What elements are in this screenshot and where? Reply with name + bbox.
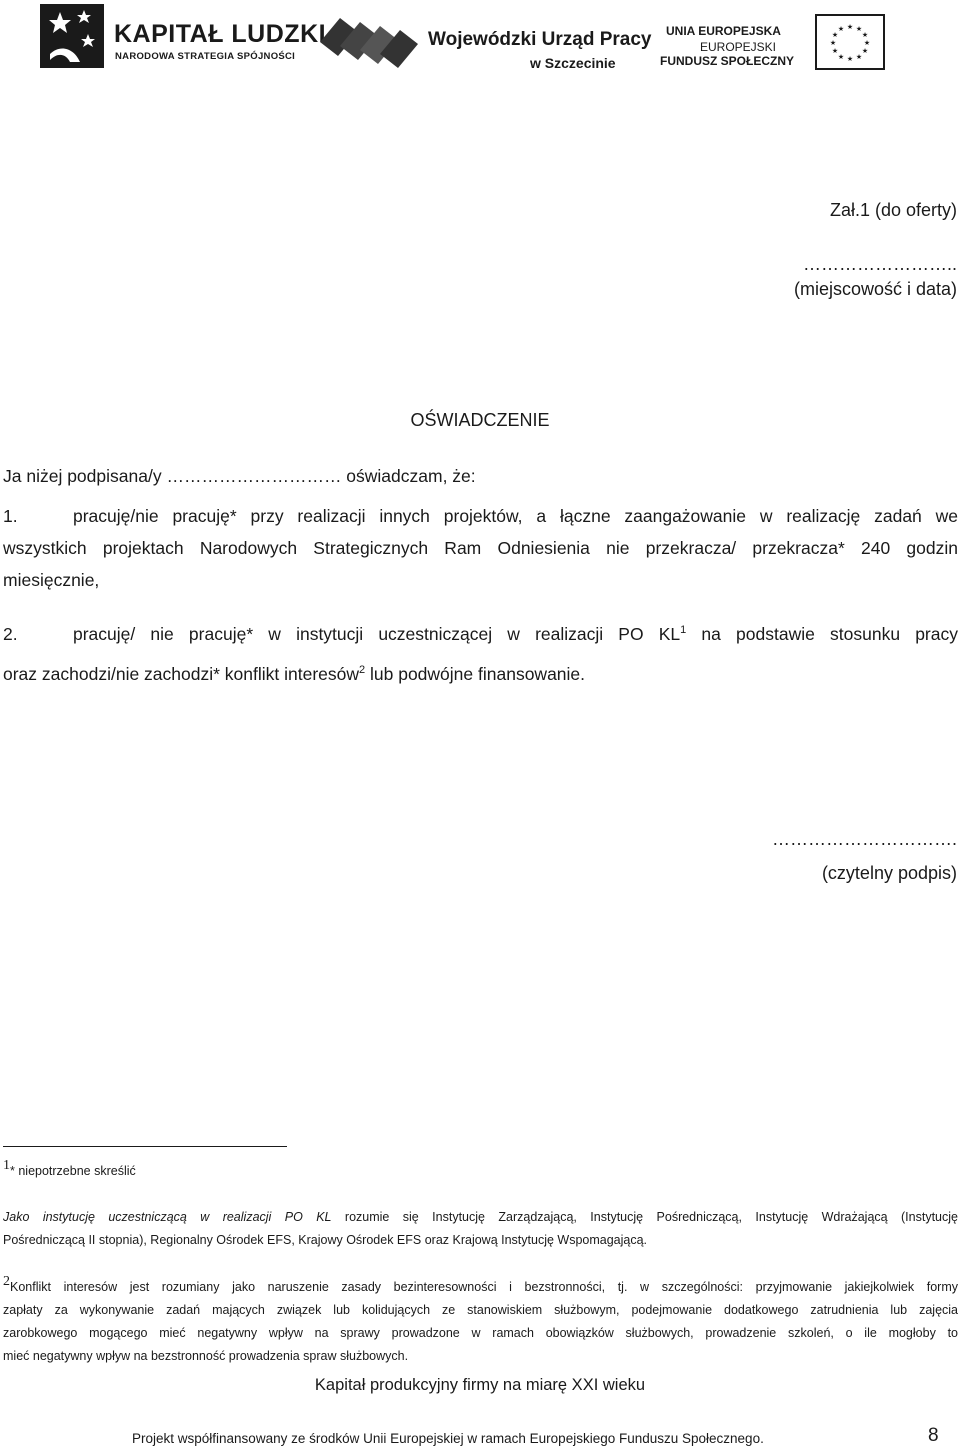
- point-2-line-1-text-b: na podstawie stosunku pracy: [686, 624, 958, 644]
- svg-text:★: ★: [831, 47, 839, 55]
- footnote-1-mark: 1: [3, 1158, 10, 1173]
- page-number: 8: [928, 1425, 939, 1446]
- eu-efs-logo: [660, 18, 920, 70]
- point-1-line-2: wszystkich projektach Narodowych Strategicznych Ram Odniesienia nie przekracza/ przekracza* 240 godzin: [3, 538, 958, 558]
- footnote-2-line-1-text: Konflikt interesów jest rozumiany jako naruszenie zasady bezinteresowności i bezstronności, tj. w szczególności: przyjmowanie jakiejkolwiek formy: [10, 1280, 958, 1294]
- wup-title: Wojewódzki Urząd Pracy: [428, 29, 652, 50]
- eu-logo-line3: FUNDUSZ SPOŁECZNY: [660, 54, 795, 68]
- kapital-ludzki-subtitle: NARODOWA STRATEGIA SPÓJNOŚCI: [115, 51, 296, 62]
- svg-text:★: ★: [855, 25, 863, 33]
- point-2-line-2: [3, 664, 958, 685]
- footnote-2-line-2: zapłaty za wykonywanie zadań mających związek lub kolidujących ze stanowiskiem służbowym, podejmowanie dodatkowego zatrudnienia lub zajęcia: [3, 1303, 958, 1317]
- point-2: [3, 624, 958, 694]
- kapital-ludzki-logo: [40, 4, 327, 70]
- footnote-ref-2: 2: [359, 664, 366, 677]
- footnote-1-text: * niepotrzebne skreślić: [10, 1164, 136, 1178]
- project-title: Kapitał produkcyjny firmy na miarę XXI wieku: [314, 1376, 646, 1394]
- attachment-label: Zał.1 (do oferty): [829, 200, 957, 220]
- footnote-1-definition-italic: Jako instytucję uczestniczącą w realizacji PO KL: [3, 1210, 332, 1224]
- place-date-label: (miejscowość i data): [793, 279, 957, 299]
- wup-cards-icon: [318, 12, 424, 70]
- point-2-number: 2.: [3, 624, 18, 644]
- svg-text:★: ★: [846, 55, 854, 63]
- footnote-1-definition-line-2: Pośredniczącą II stopnia), Regionalny Ośrodek EFS, Krajowy Ośrodek EFS oraz Krajową Instytucję Wspomagającą.: [3, 1233, 648, 1247]
- footnote-1-definition-line-1: [3, 1206, 958, 1229]
- eu-logo-line2: EUROPEJSKI: [700, 40, 777, 54]
- footnote-1: [3, 1160, 958, 1190]
- point-2-line-1-text-a: pracuję/ nie pracuję* w instytucji uczestniczącej w realizacji PO KL: [73, 624, 681, 644]
- signature-dots: ………………………….: [771, 829, 957, 849]
- footnote-2-line-3: zarobkowego mogącego mieć negatywny wpływ na sprawy prowadzone w ramach obowiązków służbowych, prowadzenie szkoleń, o ile mogłoby to: [3, 1326, 958, 1340]
- wup-logo: [318, 12, 652, 72]
- point-2-line-2-text-a: oraz zachodzi/nie zachodzi* konflikt interesów: [3, 664, 360, 684]
- signature-label: (czytelny podpis): [821, 863, 957, 883]
- svg-text:★: ★: [837, 53, 845, 61]
- svg-text:★: ★: [837, 25, 845, 33]
- point-1-number: 1.: [3, 506, 18, 526]
- footnote-2-line-4: mieć negatywny wpływ na bezstronność prowadzenia spraw służbowych.: [3, 1349, 409, 1363]
- svg-text:★: ★: [831, 31, 839, 39]
- point-1-line-3: miesięcznie,: [3, 570, 100, 590]
- svg-text:★: ★: [863, 39, 871, 47]
- document-title: OŚWIADCZENIE: [410, 410, 550, 430]
- footnote-ref-1: 1: [680, 624, 687, 637]
- svg-text:★: ★: [846, 23, 854, 31]
- intro-line: Ja niżej podpisana/y ………………………… oświadczam, że:: [3, 466, 476, 486]
- cofinancing-note: Projekt współfinansowany ze środków Unii Europejskiej w ramach Europejskiego Funduszu Społecznego.: [132, 1431, 764, 1446]
- eu-logo-line1: UNIA EUROPEJSKA: [666, 24, 781, 38]
- footnote-2-mark: 2: [3, 1274, 10, 1289]
- svg-text:★: ★: [829, 39, 837, 47]
- kapital-ludzki-title: KAPITAŁ LUDZKI: [114, 20, 327, 48]
- point-1: [3, 506, 958, 596]
- footnote-2: [3, 1276, 958, 1372]
- svg-text:★: ★: [861, 47, 869, 55]
- eu-flag-icon: [815, 14, 885, 70]
- footnote-separator: [3, 1146, 287, 1147]
- footnote-1-definition-rest: rozumie się Instytucję Zarządzającą, Instytucję Pośredniczącą, Instytucję Wdrażającą (Instytucję: [331, 1210, 958, 1224]
- point-2-line-1: [73, 624, 958, 645]
- footnote-2-line-1: [3, 1276, 958, 1299]
- wup-subtitle: w Szczecinie: [530, 55, 616, 71]
- svg-text:★: ★: [861, 31, 869, 39]
- footnote-1-line: [3, 1160, 958, 1183]
- place-date-dots: ……………………..: [802, 254, 957, 274]
- kapital-ludzki-emblem-icon: [40, 4, 104, 68]
- footnote-1-definition: [3, 1206, 958, 1256]
- point-1-line-1: pracuję/nie pracuję* przy realizacji innych projektów, a łączne zaangażowanie w realizację zadań we: [73, 506, 958, 526]
- point-2-line-2-text-b: lub podwójne finansowanie.: [365, 664, 586, 684]
- svg-text:★: ★: [855, 53, 863, 61]
